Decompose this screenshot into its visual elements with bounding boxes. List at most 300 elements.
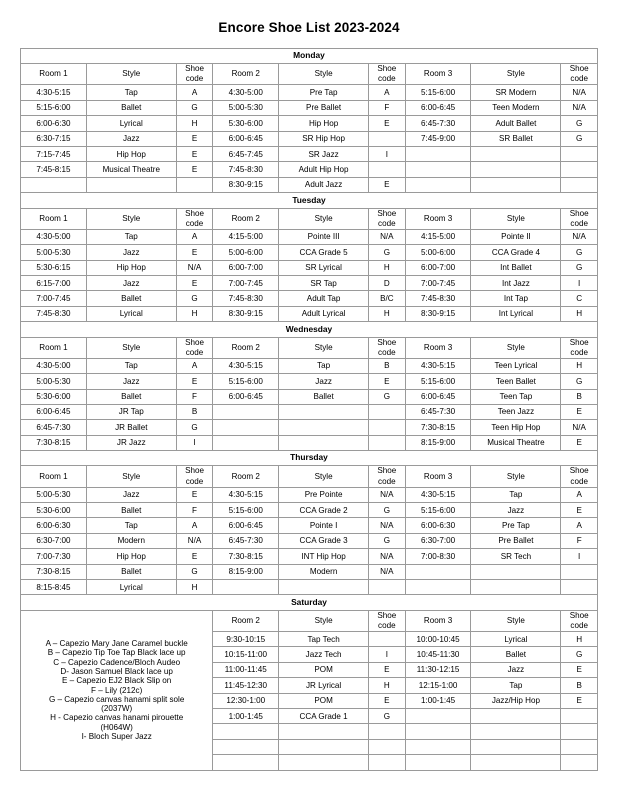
cell-time: 6:00-6:30 — [405, 518, 471, 533]
column-header-shoe-code-2 — [369, 610, 406, 631]
cell-time: 5:00-6:00 — [405, 245, 471, 260]
cell-shoe-code — [561, 580, 598, 595]
column-header-label: Room 3 — [423, 342, 453, 352]
cell-time: 6:00-6:45 — [405, 389, 471, 404]
cell-style: Tap — [279, 358, 369, 373]
cell-time — [405, 147, 471, 162]
column-header-label: Shoe code — [377, 337, 397, 357]
cell-style: Ballet — [86, 291, 176, 306]
table-row — [21, 147, 598, 162]
cell-shoe-code: G — [369, 245, 406, 260]
cell-shoe-code — [369, 404, 406, 419]
cell-shoe-code: N/A — [561, 420, 598, 435]
table-row — [21, 435, 598, 450]
column-header-shoe-code-2 — [176, 337, 213, 358]
cell-style: Pre Ballet — [471, 533, 561, 548]
cell-style — [471, 709, 561, 724]
cell-shoe-code — [369, 131, 406, 146]
cell-style: Teen Tap — [471, 389, 561, 404]
column-header-room-2-3 — [213, 337, 279, 358]
cell-style: Jazz — [471, 503, 561, 518]
cell-style: Hip Hop — [279, 116, 369, 131]
column-header-label: Style — [506, 471, 525, 481]
cell-time: 4:30-5:15 — [213, 358, 279, 373]
column-header-shoe-code-2 — [176, 466, 213, 487]
cell-time: 5:30-6:15 — [21, 260, 87, 275]
column-header-label: Room 3 — [423, 615, 453, 625]
cell-time: 6:45-7:30 — [213, 533, 279, 548]
cell-style — [471, 739, 561, 754]
cell-shoe-code — [369, 435, 406, 450]
cell-style: CCA Grade 4 — [471, 245, 561, 260]
column-header-label: Style — [506, 615, 525, 625]
cell-time: 7:45-8:30 — [405, 291, 471, 306]
cell-shoe-code: N/A — [369, 229, 406, 244]
column-header-room-3-3 — [405, 610, 471, 631]
cell-style: Ballet — [86, 564, 176, 579]
cell-shoe-code: N/A — [561, 85, 598, 100]
legend-line-9: (H064W) — [100, 722, 133, 732]
legend-line-7: (2037W) — [101, 704, 133, 714]
cell-style: Hip Hop — [86, 147, 176, 162]
column-header-style-7 — [471, 64, 561, 85]
cell-shoe-code: E — [176, 374, 213, 389]
cell-style: Musical Theatre — [86, 162, 176, 177]
cell-style — [279, 724, 369, 739]
cell-style: Ballet — [86, 503, 176, 518]
cell-shoe-code — [561, 724, 598, 739]
cell-shoe-code — [176, 177, 213, 192]
cell-style: SR Lyrical — [279, 260, 369, 275]
cell-style: Musical Theatre — [471, 435, 561, 450]
cell-shoe-code: H — [561, 358, 598, 373]
column-header-shoe-code-8 — [561, 208, 598, 229]
column-header-label: Style — [122, 213, 141, 223]
shoe-code-legend — [21, 610, 213, 770]
cell-time: 5:30-6:00 — [21, 389, 87, 404]
cell-style: Tap Tech — [279, 632, 369, 647]
cell-style: CCA Grade 1 — [279, 709, 369, 724]
cell-time — [213, 420, 279, 435]
cell-style: Jazz — [86, 245, 176, 260]
column-header-style-4 — [471, 610, 561, 631]
cell-time: 7:30-8:15 — [21, 435, 87, 450]
table-row — [21, 533, 598, 548]
cell-time: 6:00-6:45 — [21, 404, 87, 419]
cell-shoe-code: G — [176, 100, 213, 115]
cell-style — [279, 580, 369, 595]
cell-time: 5:15-6:00 — [405, 374, 471, 389]
column-header-shoe-code-5 — [369, 208, 406, 229]
cell-shoe-code — [369, 724, 406, 739]
table-row — [21, 291, 598, 306]
cell-time: 12:30-1:00 — [213, 693, 279, 708]
cell-time: 6:45-7:30 — [21, 420, 87, 435]
column-header-style-1 — [86, 208, 176, 229]
cell-time: 8:15-8:45 — [21, 580, 87, 595]
cell-style: Tap — [86, 518, 176, 533]
cell-shoe-code: N/A — [369, 549, 406, 564]
column-header-label: Shoe code — [377, 64, 397, 84]
cell-shoe-code — [561, 147, 598, 162]
cell-shoe-code: A — [561, 487, 598, 502]
cell-time: 5:00-6:00 — [213, 245, 279, 260]
cell-shoe-code: B — [561, 389, 598, 404]
cell-style: Pointe III — [279, 229, 369, 244]
column-header-style-1 — [86, 337, 176, 358]
day-name-tuesday: Tuesday — [21, 193, 598, 208]
cell-time: 5:00-5:30 — [21, 374, 87, 389]
column-header-label: Style — [314, 615, 333, 625]
column-header-label: Room 1 — [39, 471, 68, 481]
cell-time — [405, 162, 471, 177]
cell-shoe-code: G — [369, 503, 406, 518]
column-header-shoe-code-8 — [561, 64, 598, 85]
cell-shoe-code: N/A — [369, 518, 406, 533]
cell-shoe-code: I — [369, 147, 406, 162]
column-header-shoe-code-5 — [369, 337, 406, 358]
cell-style: Lyrical — [86, 116, 176, 131]
column-header-label: Room 2 — [231, 69, 260, 79]
cell-shoe-code: N/A — [176, 260, 213, 275]
column-header-label: Room 1 — [39, 342, 68, 352]
day-name-monday: Monday — [21, 48, 598, 63]
column-header-label: Room 2 — [231, 213, 260, 223]
cell-shoe-code: H — [176, 116, 213, 131]
cell-shoe-code: E — [176, 147, 213, 162]
cell-shoe-code: G — [176, 564, 213, 579]
cell-style: Jazz — [279, 374, 369, 389]
cell-time — [405, 580, 471, 595]
cell-time: 7:30-8:15 — [21, 564, 87, 579]
cell-style: SR Tech — [471, 549, 561, 564]
cell-time — [213, 435, 279, 450]
cell-shoe-code — [561, 177, 598, 192]
cell-shoe-code: F — [561, 533, 598, 548]
cell-time: 7:00-7:30 — [21, 549, 87, 564]
cell-time — [405, 739, 471, 754]
cell-shoe-code: I — [369, 647, 406, 662]
column-header-room-3-6 — [405, 208, 471, 229]
shoe-list-table-body — [21, 48, 598, 770]
cell-time: 4:30-5:00 — [21, 229, 87, 244]
column-header-room-2-0 — [213, 610, 279, 631]
cell-time: 11:30-12:15 — [405, 662, 471, 677]
cell-time: 7:15-7:45 — [21, 147, 87, 162]
column-header-label: Style — [314, 69, 333, 79]
cell-style: Jazz — [86, 131, 176, 146]
cell-shoe-code — [561, 739, 598, 754]
day-name-wednesday: Wednesday — [21, 322, 598, 337]
cell-shoe-code: N/A — [561, 100, 598, 115]
table-row — [21, 260, 598, 275]
table-row — [21, 358, 598, 373]
cell-style: Jazz — [471, 662, 561, 677]
cell-shoe-code: F — [176, 503, 213, 518]
table-row — [21, 85, 598, 100]
column-header-label: Room 2 — [231, 471, 260, 481]
column-header-label: Room 3 — [423, 471, 453, 481]
cell-shoe-code: E — [176, 275, 213, 290]
cell-time — [405, 724, 471, 739]
cell-shoe-code: E — [369, 374, 406, 389]
cell-style: Ballet — [471, 647, 561, 662]
cell-style: Adult Hip Hop — [279, 162, 369, 177]
cell-shoe-code: E — [561, 435, 598, 450]
cell-time: 6:30-7:15 — [21, 131, 87, 146]
table-row — [21, 420, 598, 435]
cell-time — [21, 177, 87, 192]
column-header-label: Shoe code — [377, 208, 397, 228]
cell-time: 4:30-5:15 — [405, 358, 471, 373]
cell-shoe-code: N/A — [369, 487, 406, 502]
column-header-style-1 — [86, 466, 176, 487]
day-header-row-wednesday — [21, 322, 598, 337]
legend-line-2: C – Capezio Cadence/Bloch Audeo — [53, 657, 181, 667]
cell-time: 4:30-5:15 — [213, 487, 279, 502]
table-row — [21, 131, 598, 146]
column-header-label: Room 2 — [231, 342, 260, 352]
cell-style: Adult Ballet — [471, 116, 561, 131]
cell-style: Jazz Tech — [279, 647, 369, 662]
cell-time: 5:15-6:00 — [213, 374, 279, 389]
cell-time: 1:00-1:45 — [213, 709, 279, 724]
cell-style: Adult Tap — [279, 291, 369, 306]
table-row — [21, 229, 598, 244]
day-name-saturday: Saturday — [21, 595, 598, 610]
cell-time: 4:30-5:15 — [21, 85, 87, 100]
cell-shoe-code: B — [369, 358, 406, 373]
column-header-room-3-6 — [405, 64, 471, 85]
cell-shoe-code: H — [561, 306, 598, 321]
table-row — [21, 116, 598, 131]
cell-style: POM — [279, 662, 369, 677]
cell-style: Jazz — [86, 275, 176, 290]
cell-style: Int Tap — [471, 291, 561, 306]
column-header-room-1-0 — [21, 208, 87, 229]
cell-time: 8:30-9:15 — [213, 177, 279, 192]
cell-style: Tap — [86, 85, 176, 100]
day-header-row-tuesday — [21, 193, 598, 208]
cell-time: 1:00-1:45 — [405, 693, 471, 708]
column-header-shoe-code-5 — [369, 64, 406, 85]
legend-line-4: E – Capezio EJ2 Black Slip on — [61, 676, 172, 686]
cell-shoe-code: I — [561, 549, 598, 564]
cell-time: 4:30-5:00 — [21, 358, 87, 373]
legend-line-6: G – Capezio canvas hanami split sole — [48, 694, 185, 704]
cell-time: 11:00-11:45 — [213, 662, 279, 677]
cell-style — [471, 580, 561, 595]
cell-time — [405, 564, 471, 579]
cell-time: 10:45-11:30 — [405, 647, 471, 662]
cell-style: Pre Tap — [279, 85, 369, 100]
column-header-label: Style — [506, 213, 525, 223]
cell-style: Pre Pointe — [279, 487, 369, 502]
cell-shoe-code: A — [176, 229, 213, 244]
cell-style: Teen Ballet — [471, 374, 561, 389]
column-header-label: Shoe code — [569, 337, 589, 357]
cell-style: Pointe II — [471, 229, 561, 244]
column-header-style-7 — [471, 466, 561, 487]
cell-shoe-code: G — [561, 116, 598, 131]
table-row — [21, 162, 598, 177]
cell-shoe-code: H — [369, 306, 406, 321]
cell-shoe-code: A — [561, 518, 598, 533]
cell-shoe-code: E — [176, 245, 213, 260]
cell-style: Int Lyrical — [471, 306, 561, 321]
column-header-style-1 — [86, 64, 176, 85]
cell-shoe-code: G — [176, 291, 213, 306]
cell-time: 8:15-9:00 — [405, 435, 471, 450]
cell-time: 8:30-9:15 — [213, 306, 279, 321]
cell-style: Adult Lyrical — [279, 306, 369, 321]
column-header-label: Style — [314, 342, 333, 352]
cell-shoe-code: E — [369, 116, 406, 131]
cell-style: Int Ballet — [471, 260, 561, 275]
cell-time: 7:45-9:00 — [405, 131, 471, 146]
column-header-style-4 — [279, 466, 369, 487]
cell-time: 5:30-6:00 — [21, 503, 87, 518]
cell-shoe-code: G — [561, 131, 598, 146]
column-header-style-7 — [471, 208, 561, 229]
column-header-label: Shoe code — [569, 466, 589, 486]
column-header-label: Room 3 — [423, 69, 453, 79]
table-row — [21, 177, 598, 192]
cell-time: 7:30-8:15 — [213, 549, 279, 564]
column-header-row — [21, 337, 598, 358]
cell-shoe-code: E — [561, 404, 598, 419]
table-row — [21, 503, 598, 518]
column-header-room-3-6 — [405, 337, 471, 358]
table-row — [21, 564, 598, 579]
cell-time: 6:00-6:30 — [21, 116, 87, 131]
cell-style — [279, 404, 369, 419]
table-row — [21, 275, 598, 290]
cell-time: 7:00-8:30 — [405, 549, 471, 564]
cell-time: 10:15-11:00 — [213, 647, 279, 662]
shoe-list-table — [20, 48, 598, 771]
cell-time — [213, 724, 279, 739]
cell-style: Adult Jazz — [279, 177, 369, 192]
cell-shoe-code: A — [176, 85, 213, 100]
cell-time: 5:15-6:00 — [21, 100, 87, 115]
cell-shoe-code: F — [369, 100, 406, 115]
cell-shoe-code: E — [561, 693, 598, 708]
cell-style: Tap — [86, 229, 176, 244]
cell-shoe-code: H — [369, 678, 406, 693]
column-header-room-1-0 — [21, 337, 87, 358]
cell-style: Jazz — [86, 487, 176, 502]
day-header-row-saturday — [21, 595, 598, 610]
cell-style: Lyrical — [86, 306, 176, 321]
cell-time: 6:00-6:45 — [213, 389, 279, 404]
cell-time — [405, 709, 471, 724]
cell-style: Ballet — [86, 389, 176, 404]
column-header-room-1-0 — [21, 466, 87, 487]
cell-style — [279, 435, 369, 450]
cell-shoe-code: E — [176, 162, 213, 177]
column-header-label: Style — [122, 471, 141, 481]
cell-time: 5:00-5:30 — [21, 245, 87, 260]
table-row — [21, 580, 598, 595]
cell-time: 12:15-1:00 — [405, 678, 471, 693]
cell-shoe-code: E — [176, 487, 213, 502]
cell-shoe-code: G — [369, 709, 406, 724]
cell-shoe-code: F — [176, 389, 213, 404]
cell-shoe-code: E — [369, 177, 406, 192]
table-row — [21, 389, 598, 404]
cell-shoe-code: E — [176, 549, 213, 564]
column-header-label: Shoe code — [185, 64, 204, 84]
cell-style: JR Tap — [86, 404, 176, 419]
cell-time: 8:15-9:00 — [213, 564, 279, 579]
cell-style: SR Ballet — [471, 131, 561, 146]
cell-style: Lyrical — [471, 632, 561, 647]
cell-style: Pointe I — [279, 518, 369, 533]
cell-time: 10:00-10:45 — [405, 632, 471, 647]
table-row — [21, 518, 598, 533]
cell-time: 4:15-5:00 — [213, 229, 279, 244]
cell-shoe-code: B — [176, 404, 213, 419]
page-title: Encore Shoe List 2023-2024 — [218, 20, 400, 35]
day-name-thursday: Thursday — [21, 451, 598, 466]
cell-shoe-code — [369, 162, 406, 177]
cell-style: Modern — [86, 533, 176, 548]
cell-time: 11:45-12:30 — [213, 678, 279, 693]
column-header-style-4 — [279, 337, 369, 358]
cell-style: CCA Grade 3 — [279, 533, 369, 548]
column-header-row — [21, 208, 598, 229]
cell-time: 6:15-7:00 — [21, 275, 87, 290]
cell-time: 6:00-6:45 — [213, 518, 279, 533]
cell-shoe-code: G — [561, 374, 598, 389]
cell-shoe-code: H — [176, 306, 213, 321]
table-row — [21, 374, 598, 389]
column-header-room-2-3 — [213, 208, 279, 229]
cell-shoe-code: I — [176, 435, 213, 450]
cell-shoe-code — [561, 162, 598, 177]
cell-shoe-code: I — [561, 275, 598, 290]
cell-shoe-code — [369, 739, 406, 754]
cell-style — [471, 177, 561, 192]
cell-time: 5:00-5:30 — [21, 487, 87, 502]
column-header-style-1 — [279, 610, 369, 631]
legend-line-3: D- Jason Samuel Black lace up — [60, 666, 173, 676]
cell-shoe-code: H — [369, 260, 406, 275]
legend-line-5: F – Lily (212c) — [91, 685, 143, 695]
column-header-room-1-0 — [21, 64, 87, 85]
cell-style — [471, 755, 561, 770]
column-header-style-4 — [279, 208, 369, 229]
cell-style: Modern — [279, 564, 369, 579]
cell-style: Jazz — [86, 374, 176, 389]
cell-shoe-code: G — [561, 245, 598, 260]
column-header-style-7 — [471, 337, 561, 358]
cell-time — [213, 404, 279, 419]
cell-time: 7:00-7:45 — [213, 275, 279, 290]
column-header-room-2-3 — [213, 466, 279, 487]
cell-shoe-code: A — [176, 518, 213, 533]
cell-style: Teen Modern — [471, 100, 561, 115]
cell-shoe-code: H — [176, 580, 213, 595]
legend-line-1: B – Capezio Tip Toe Tap Black lace up — [47, 648, 186, 658]
day-header-row-monday — [21, 48, 598, 63]
cell-time: 5:15-6:00 — [213, 503, 279, 518]
cell-style: SR Tap — [279, 275, 369, 290]
cell-style: POM — [279, 693, 369, 708]
cell-shoe-code: B/C — [369, 291, 406, 306]
cell-style: Ballet — [279, 389, 369, 404]
